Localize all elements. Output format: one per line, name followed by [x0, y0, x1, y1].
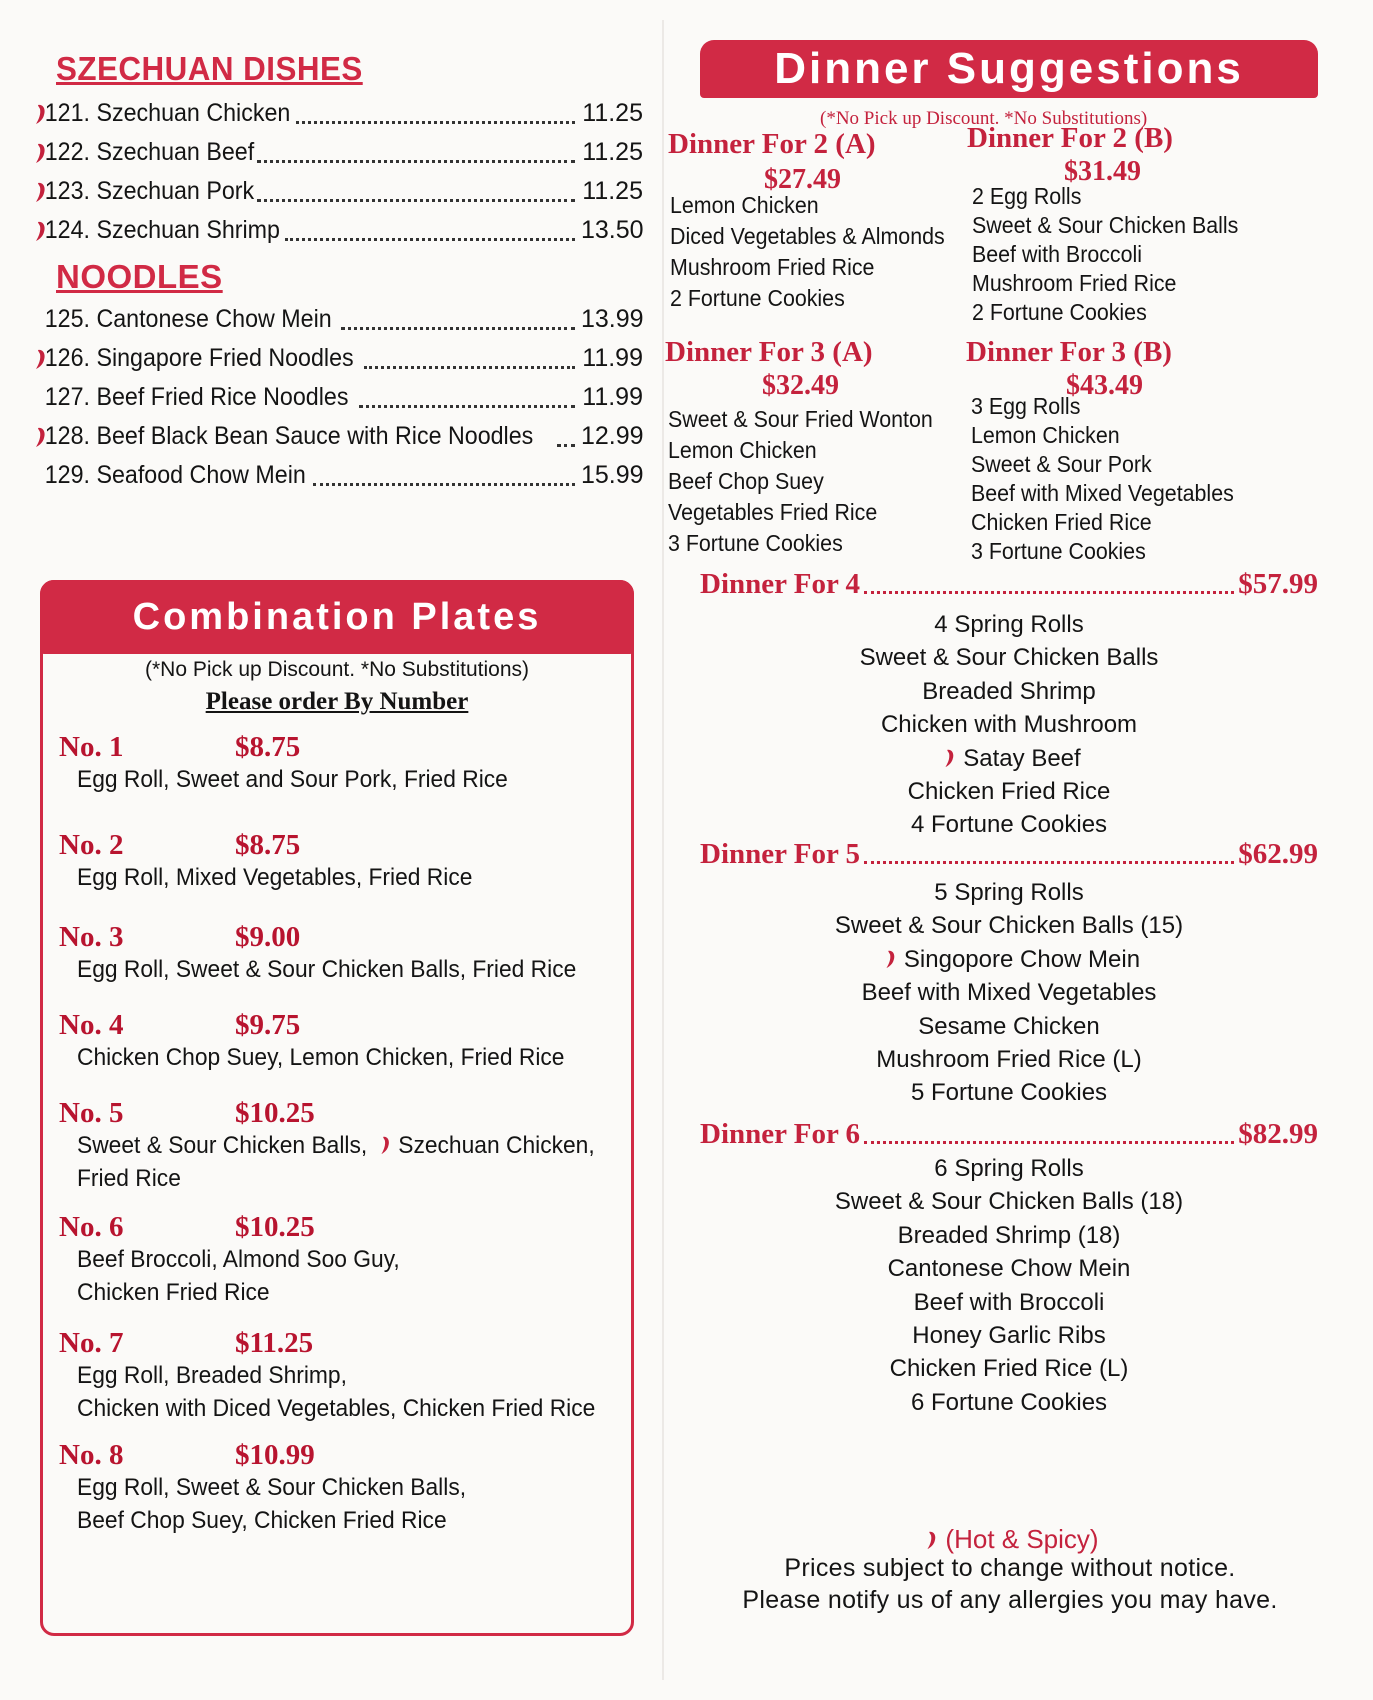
dinner-item-text: Honey Garlic Ribs: [912, 1322, 1106, 1350]
plate-number: No. 4: [59, 1009, 124, 1041]
dinner-item-text: Sweet & Sour Pork: [971, 451, 1152, 477]
dinner-item: [700, 1076, 1318, 1109]
leader-dots: [557, 426, 575, 447]
dinner-item: [668, 497, 933, 528]
combination-title: Combination Plates: [132, 595, 542, 638]
menu-item-name: 122. Szechuan Beef: [44, 138, 255, 166]
menu-item: [28, 300, 643, 339]
dinner-item: [700, 1386, 1318, 1419]
dinner-item-text: Sweet & Sour Chicken Balls (15): [834, 912, 1184, 940]
leader-dots: [313, 465, 575, 486]
dinner-6-dots: [864, 1141, 1234, 1144]
dinner-note: (*No Pick up Discount. *No Substitutions): [820, 108, 1148, 129]
dinner-item: [670, 221, 945, 252]
menu-item-price: 12.99: [581, 422, 644, 450]
dinner-item: [670, 190, 945, 221]
combination-note: (*No Pick up Discount. *No Substitutions): [145, 658, 529, 681]
dinner-item: [700, 608, 1318, 641]
plate-line: Beef Broccoli, Almond Soo Guy,: [77, 1246, 400, 1273]
plate-line: Egg Roll, Sweet & Sour Chicken Balls, Fried Rice: [77, 956, 577, 983]
menu-item-name: 127. Beef Fried Rice Noodles: [44, 383, 349, 411]
dinner-item-text: Vegetables Fried Rice: [668, 499, 878, 525]
dinner-item-text: 3 Egg Rolls: [971, 393, 1081, 419]
dinner-3a-title: Dinner For 3 (A): [665, 336, 873, 368]
dinner-item: [700, 808, 1318, 841]
noodles-list: [28, 300, 643, 495]
dinner-item: [700, 1319, 1318, 1352]
plate-number: No. 2: [59, 829, 124, 861]
chili-pepper-icon: [943, 748, 957, 768]
plate-price: $10.99: [235, 1439, 315, 1471]
dinner-5-dots: [864, 861, 1234, 864]
plate-price: $9.75: [235, 1009, 301, 1041]
plate-description: [77, 1041, 564, 1074]
plate-number: No. 8: [59, 1439, 124, 1471]
menu-item: [28, 94, 643, 133]
dinner-item-text: 5 Spring Rolls: [934, 879, 1084, 906]
dinner-item: [700, 876, 1318, 909]
dinner-item: [700, 943, 1318, 976]
plate-line: [77, 1129, 595, 1162]
dinner-3a-items: [668, 404, 933, 559]
plate-price: $8.75: [235, 829, 301, 861]
menu-item-price: 13.99: [581, 305, 644, 333]
chili-pepper-icon: [379, 1135, 392, 1155]
dinner-item: [700, 1185, 1318, 1218]
leader-dots: [359, 387, 575, 408]
dinner-item: [700, 976, 1318, 1009]
plate-description: [77, 861, 472, 894]
dinner-item: [700, 909, 1318, 942]
menu-item-name: 125. Cantonese Chow Mein: [44, 305, 332, 333]
dinner-6-items: [700, 1152, 1318, 1419]
dinner-4-row: [700, 568, 1318, 601]
dinner-2a-price: $27.49: [764, 164, 841, 195]
menu-item: [28, 456, 643, 495]
dinner-item: [700, 675, 1318, 708]
dinner-item-text: Lemon Chicken: [668, 437, 817, 463]
plate-number: No. 7: [59, 1327, 124, 1359]
dinner-item: [700, 1043, 1318, 1076]
dinner-item: [700, 742, 1318, 775]
dinner-item: [700, 641, 1318, 674]
dinner-item: [971, 421, 1234, 450]
leader-dots: [364, 348, 575, 369]
dinner-item: [972, 240, 1238, 269]
dinner-item: [668, 528, 933, 559]
dinner-2b-title: Dinner For 2 (B): [967, 122, 1173, 154]
dinner-item: [972, 298, 1238, 327]
plate-line: Chicken Chop Suey, Lemon Chicken, Fried Rice: [77, 1044, 565, 1071]
dinner-5-row: [700, 838, 1318, 871]
menu-item-name: 128. Beef Black Bean Sauce with Rice Noodles: [44, 422, 534, 450]
dinner-item-text: 5 Fortune Cookies: [910, 1079, 1108, 1107]
left-column: [28, 50, 643, 495]
menu-item-price: 11.99: [582, 344, 643, 372]
dinner-item-text: Sweet & Sour Chicken Balls: [859, 644, 1159, 672]
dinner-item: [700, 1252, 1318, 1285]
plate-number: No. 3: [59, 921, 124, 953]
dinner-4-dots: [864, 591, 1234, 594]
dinner-item-text: Mushroom Fried Rice (L): [876, 1046, 1142, 1074]
menu-item: [28, 339, 643, 378]
dinner-item-text: Lemon Chicken: [670, 192, 819, 218]
dinner-6-title: Dinner For 6: [700, 1118, 861, 1150]
dinner-item: [700, 708, 1318, 741]
dinner-item: [670, 283, 945, 314]
dinner-item-text: Sesame Chicken: [918, 1012, 1100, 1040]
dinner-suggestions-header: [700, 40, 1318, 98]
dinner-5-title: Dinner For 5: [700, 838, 861, 870]
page-fold: [662, 20, 664, 1680]
dinner-item-text: Beef Chop Suey: [668, 468, 824, 494]
menu-item-name: 123. Szechuan Pork: [44, 177, 255, 205]
dinner-item: [668, 435, 933, 466]
dinner-item-text: Breaded Shrimp: [922, 677, 1096, 705]
chili-pepper-icon: [925, 1530, 939, 1550]
dinner-item-text: 6 Fortune Cookies: [910, 1388, 1108, 1416]
plate-description: [77, 763, 508, 796]
plate-description: [77, 1243, 400, 1309]
szechuan-list: [28, 94, 643, 250]
dinner-2a-items: [670, 190, 945, 314]
plate-number: No. 1: [59, 731, 124, 763]
szechuan-title: SZECHUAN DISHES: [56, 50, 363, 87]
menu-item-name: 126. Singapore Fried Noodles: [44, 344, 354, 372]
dinner-item-text: Mushroom Fried Rice: [972, 270, 1177, 296]
dinner-3b-items: [971, 392, 1234, 566]
plate-description: [77, 953, 576, 986]
dinner-item: [700, 1010, 1318, 1043]
dinner-item-text: Beef with Mixed Vegetables: [861, 979, 1157, 1007]
plate-line: Chicken Fried Rice: [77, 1279, 270, 1306]
menu-item: [28, 417, 643, 456]
plate-line: Egg Roll, Breaded Shrimp,: [77, 1362, 347, 1389]
dinner-item: [700, 1152, 1318, 1185]
dinner-item-text: Diced Vegetables & Almonds: [670, 223, 945, 249]
menu-item-name: 124. Szechuan Shrimp: [44, 216, 280, 244]
dinner-suggestions-title: Dinner Suggestions: [774, 44, 1244, 93]
dinner-item: [971, 537, 1234, 566]
dinner-4-items: [700, 608, 1318, 842]
dinner-item-text: Satay Beef: [963, 744, 1081, 772]
dinner-item-text: Breaded Shrimp (18): [897, 1221, 1121, 1249]
menu-item-price: 13.50: [581, 216, 644, 244]
dinner-item: [972, 269, 1238, 298]
spicy-legend: [700, 1524, 1318, 1555]
menu-item-price: 11.99: [582, 383, 643, 411]
dinner-item: [972, 211, 1238, 240]
dinner-item-text: 3 Fortune Cookies: [668, 530, 843, 556]
dinner-item: [668, 404, 933, 435]
plate-line: Egg Roll, Sweet & Sour Chicken Balls,: [77, 1474, 467, 1501]
plate-line: Egg Roll, Mixed Vegetables, Fried Rice: [77, 864, 473, 891]
dinner-item-text: Chicken Fried Rice: [907, 778, 1111, 806]
menu-item: [28, 133, 643, 172]
dinner-item: [700, 1352, 1318, 1385]
dinner-item-text: 4 Spring Rolls: [934, 611, 1084, 638]
dinner-4-price: $57.99: [1238, 568, 1318, 600]
dinner-item: [971, 508, 1234, 537]
dinner-item: [700, 775, 1318, 808]
menu-item-price: 15.99: [581, 461, 644, 489]
dinner-item-text: Chicken Fried Rice: [971, 509, 1152, 535]
plate-price: $10.25: [235, 1097, 315, 1129]
dinner-item-text: 2 Egg Rolls: [972, 183, 1082, 209]
dinner-item: [670, 252, 945, 283]
plate-number: No. 6: [59, 1211, 124, 1243]
dinner-item-text: 6 Spring Rolls: [934, 1155, 1084, 1182]
dinner-item-text: 2 Fortune Cookies: [670, 285, 845, 311]
footer-allergy-note: Please notify us of any allergies you may have.: [742, 1586, 1278, 1614]
leader-dots: [257, 142, 575, 163]
plate-description: [77, 1471, 466, 1537]
dinner-4-title: Dinner For 4: [700, 568, 861, 600]
dinner-item: [700, 1286, 1318, 1319]
dinner-item-text: Mushroom Fried Rice: [670, 254, 875, 280]
dinner-item: [971, 392, 1234, 421]
menu-item-name: 129. Seafood Chow Mein: [44, 461, 306, 489]
dinner-item-text: 3 Fortune Cookies: [971, 538, 1146, 564]
dinner-2b-price: $31.49: [1064, 156, 1141, 187]
plate-price: $9.00: [235, 921, 301, 953]
plate-line-text: Sweet & Sour Chicken Balls,: [77, 1132, 374, 1159]
dinner-item-text: Beef with Mixed Vegetables: [971, 480, 1234, 506]
leader-dots: [285, 220, 575, 241]
dinner-item: [700, 1219, 1318, 1252]
dinner-item: [971, 450, 1234, 479]
dinner-item: [972, 182, 1238, 211]
menu-item-price: 11.25: [582, 177, 643, 205]
plate-line: Chicken with Diced Vegetables, Chicken Fried Rice: [77, 1395, 596, 1422]
menu-item: [28, 172, 643, 211]
plate-description: [77, 1129, 595, 1195]
dinner-item-text: Cantonese Chow Mein: [887, 1255, 1131, 1283]
dinner-5-items: [700, 876, 1318, 1110]
leader-dots: [341, 309, 575, 330]
leader-dots: [296, 103, 575, 124]
dinner-3b-title: Dinner For 3 (B): [966, 336, 1172, 368]
plate-line: Fried Rice: [77, 1165, 181, 1192]
plate-price: $8.75: [235, 731, 301, 763]
leader-dots: [257, 181, 575, 202]
menu-item-price: 11.25: [582, 99, 643, 127]
plate-price: $11.25: [235, 1327, 314, 1359]
dinner-item-text: Beef with Broccoli: [972, 241, 1143, 267]
dinner-item-text: Chicken Fried Rice (L): [889, 1355, 1129, 1383]
plate-line: Beef Chop Suey, Chicken Fried Rice: [77, 1507, 447, 1534]
dinner-item-text: Singopore Chow Mein: [903, 945, 1141, 973]
dinner-2a-title: Dinner For 2 (A): [668, 128, 876, 160]
menu-item: [28, 211, 643, 250]
noodles-title: NOODLES: [56, 258, 223, 295]
dinner-item: [971, 479, 1234, 508]
combination-plates-box: [40, 580, 634, 1636]
plate-line-text: Szechuan Chicken,: [398, 1132, 595, 1159]
dinner-item-text: Beef with Broccoli: [913, 1288, 1105, 1316]
combination-header: [40, 580, 634, 654]
dinner-item-text: 2 Fortune Cookies: [972, 299, 1147, 325]
dinner-2b-items: [972, 182, 1238, 327]
footer-prices-note: Prices subject to change without notice.: [784, 1554, 1236, 1582]
combination-order-note: Please order By Number: [205, 688, 469, 715]
dinner-item-text: Sweet & Sour Chicken Balls: [972, 212, 1239, 238]
dinner-3a-price: $32.49: [762, 370, 839, 401]
menu-item-price: 11.25: [582, 138, 643, 166]
plate-price: $10.25: [235, 1211, 315, 1243]
dinner-item: [668, 466, 933, 497]
plate-number: No. 5: [59, 1097, 124, 1129]
menu-item-name: 121. Szechuan Chicken: [44, 99, 291, 127]
dinner-item-text: Sweet & Sour Chicken Balls (18): [834, 1188, 1184, 1216]
spicy-legend-label: (Hot & Spicy): [945, 1524, 1099, 1554]
dinner-5-price: $62.99: [1238, 838, 1318, 870]
dinner-6-price: $82.99: [1238, 1118, 1318, 1150]
menu-item: [28, 378, 643, 417]
dinner-item-text: Sweet & Sour Fried Wonton: [668, 406, 933, 432]
plate-line: Egg Roll, Sweet and Sour Pork, Fried Rice: [77, 766, 508, 793]
dinner-6-row: [700, 1118, 1318, 1151]
chili-pepper-icon: [884, 949, 898, 969]
dinner-item-text: Lemon Chicken: [971, 422, 1120, 448]
dinner-3b-price: $43.49: [1066, 370, 1143, 401]
plate-description: [77, 1359, 595, 1425]
dinner-item-text: 4 Fortune Cookies: [910, 811, 1108, 839]
dinner-item-text: Chicken with Mushroom: [880, 711, 1138, 739]
